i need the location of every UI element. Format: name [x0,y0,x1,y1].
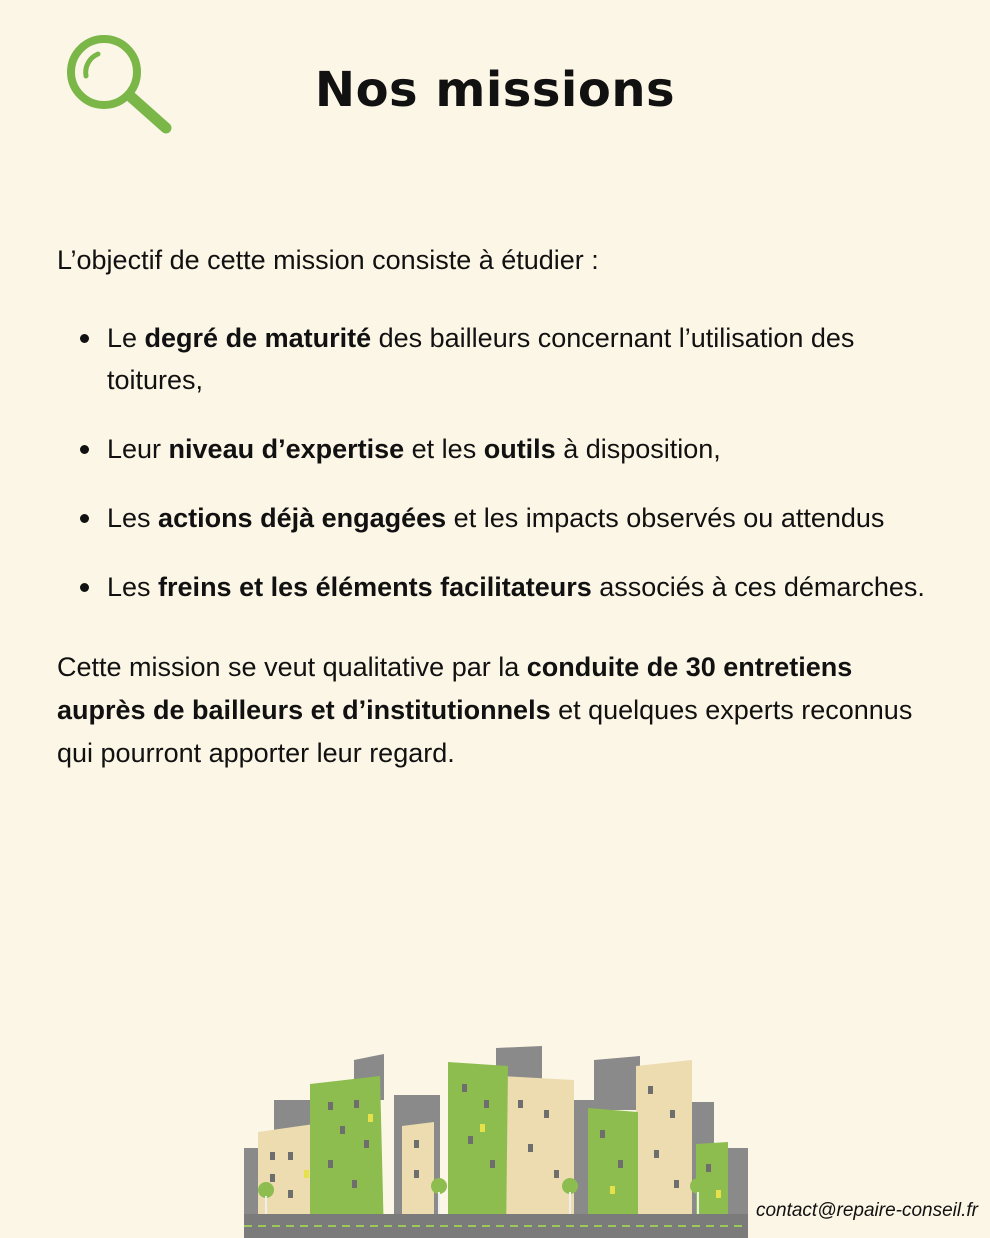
content [57,240,937,775]
page-title: Nos missions [314,62,676,118]
conclusion-text: Cette mission se veut qualitative par la conduite de 30 entretiens auprès de bailleurs et d’institutionnels et quelques experts reconnus qui pourront apporter leur regard. [57,651,913,768]
mission-list [57,317,937,608]
list-item: Leur niveau d’expertise et les outils à disposition, [107,428,937,470]
contact-email: contact@repaire-conseil.fr [755,1200,978,1221]
list-item: Les actions déjà engagées et les impacts observés ou attendus [107,497,937,539]
city-skyline-illustration [244,1040,748,1238]
intro-text: L’objectif de cette mission consiste à étudier : [57,245,599,275]
list-item: Le degré de maturité des bailleurs concernant l’utilisation des toitures, [107,317,937,401]
list-item: Les freins et les éléments facilitateurs associés à ces démarches. [107,566,937,608]
